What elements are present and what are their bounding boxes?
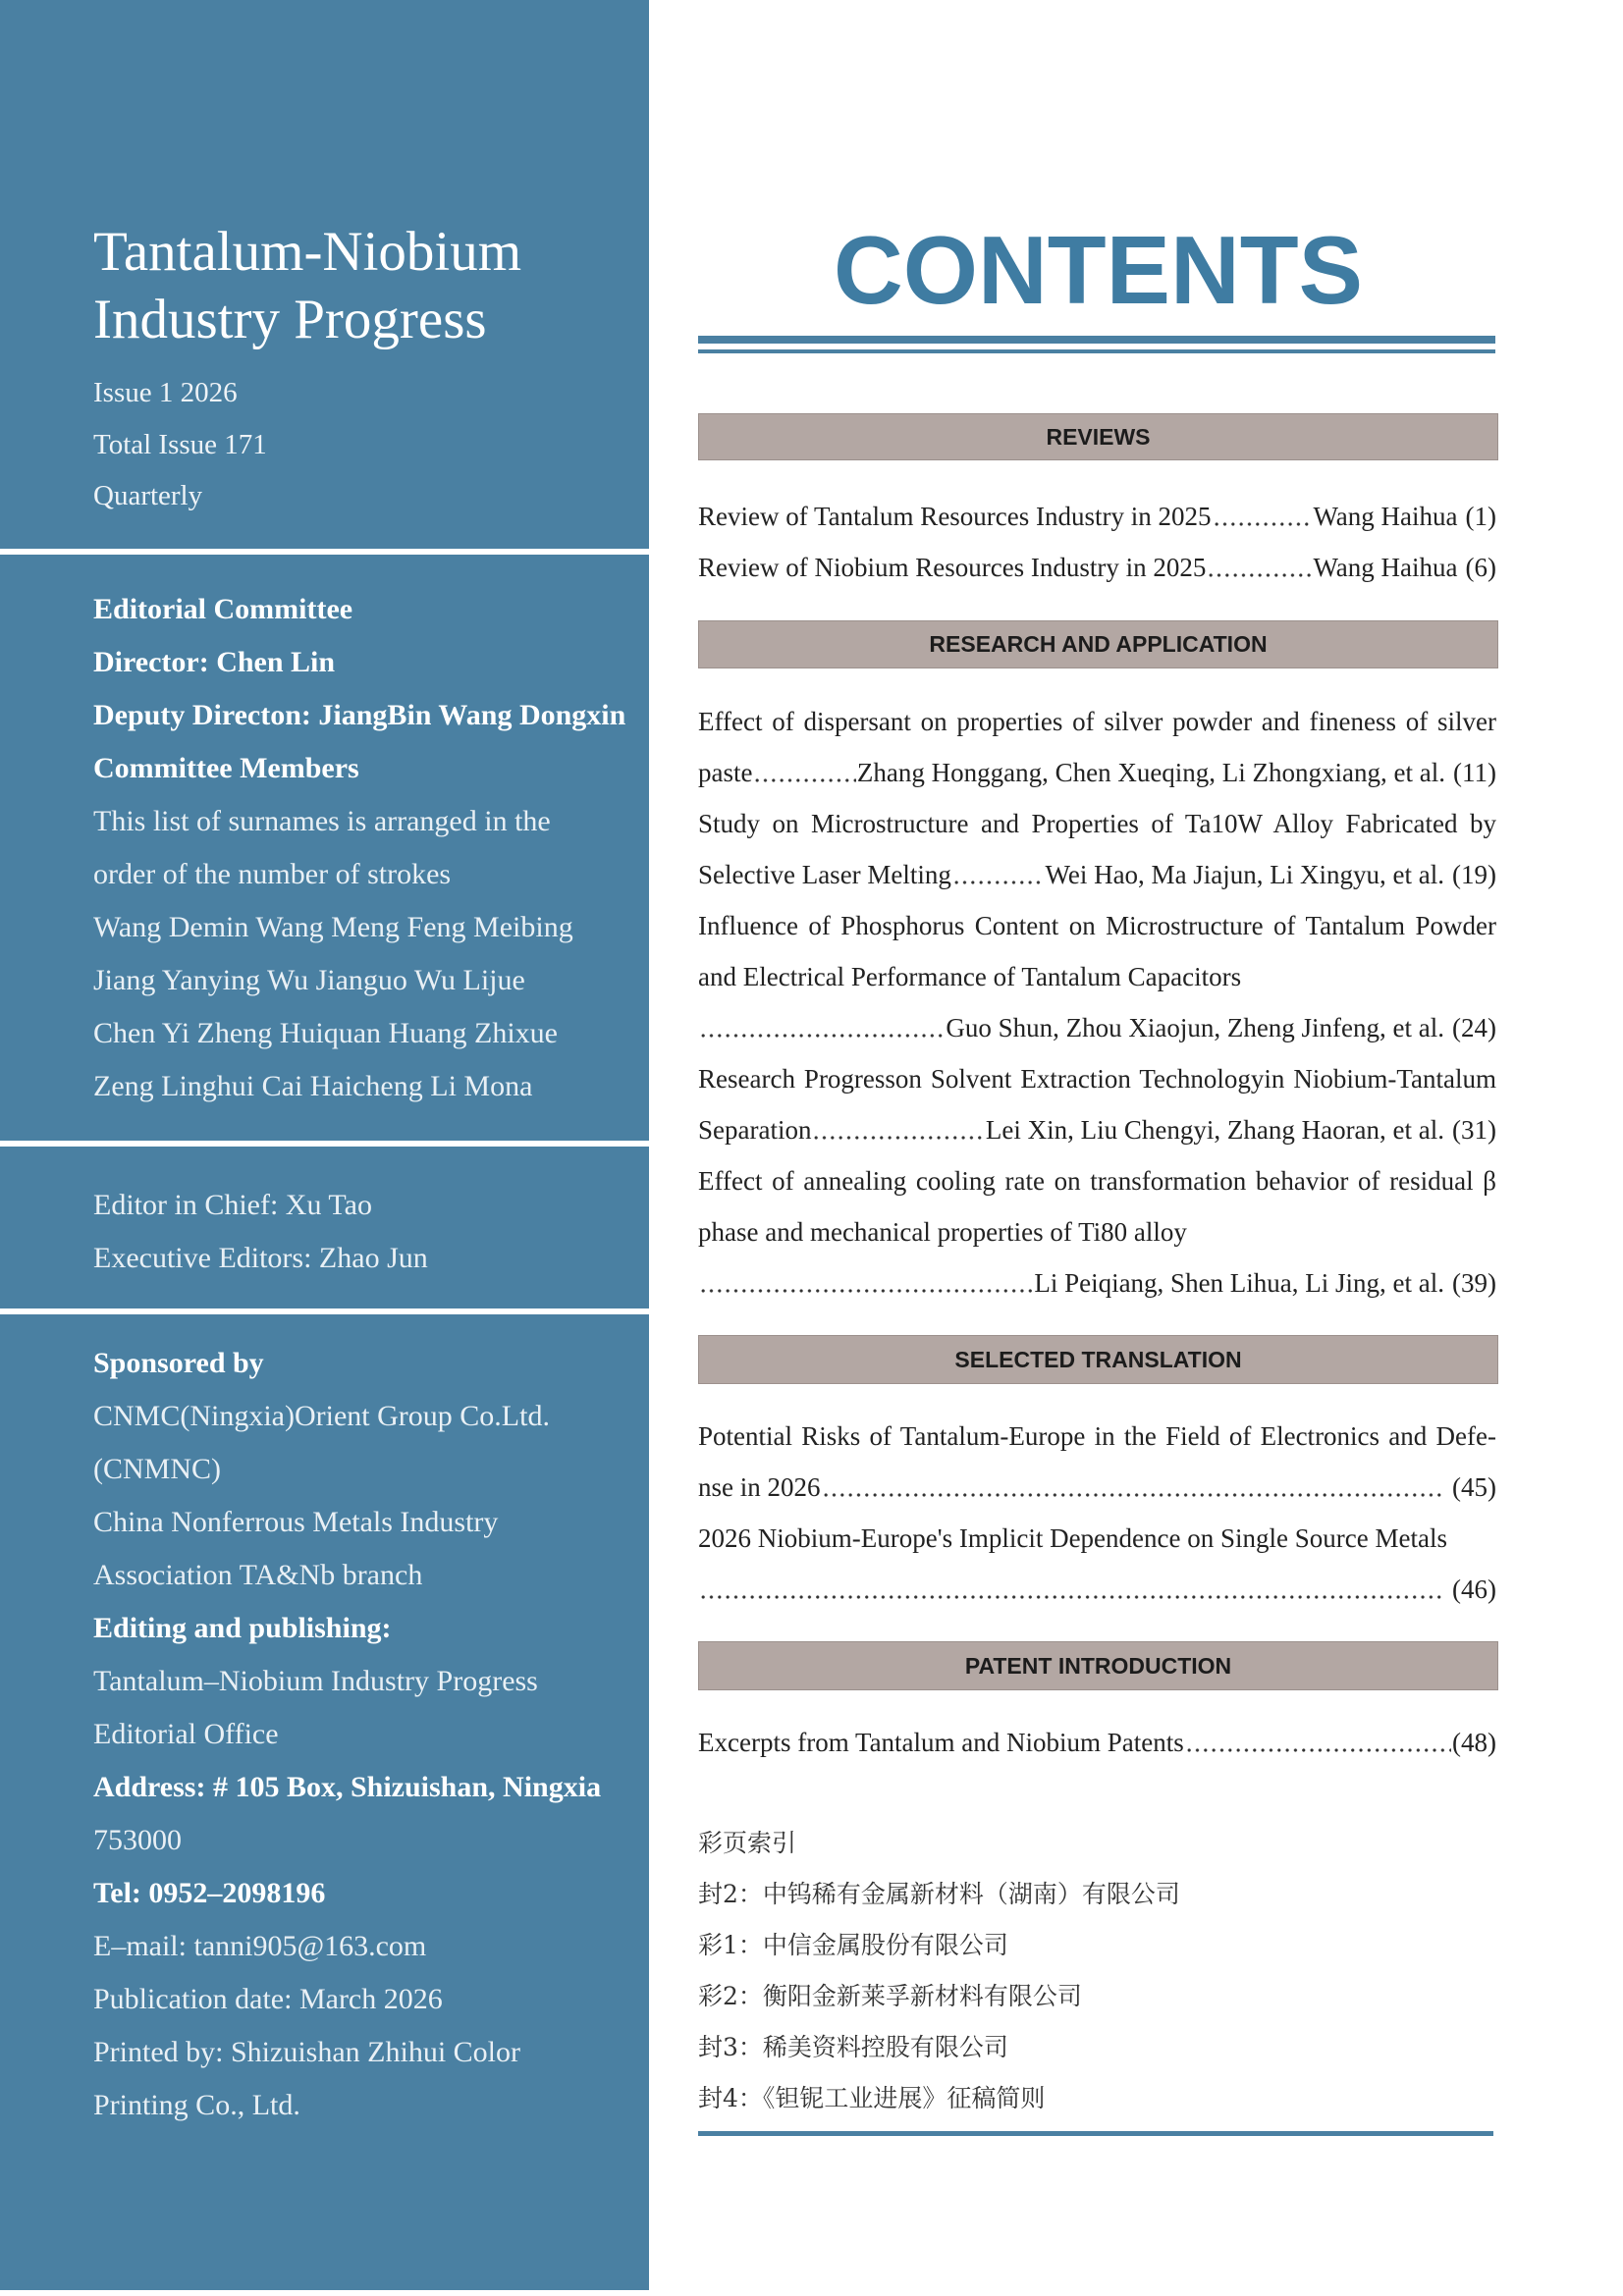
entry-page: (11) [1453,758,1496,787]
section-entries-patents [698,1717,1496,1768]
executive-editors: Executive Editors: Zhao Jun [93,1242,428,1274]
entry-title: Excerpts from Tantalum and Niobium Patents [698,1728,1184,1757]
entry-authors: Lei Xin, Liu Chengyi, Zhang Haoran, et al. [985,1115,1445,1145]
dot-leader [822,1462,1444,1513]
dot-leader [952,849,1045,900]
entry-title-line: Influence of Phosphorus Content on Microstructure of Tantalum Powder [698,911,1496,940]
contents-title: CONTENTS [834,216,1363,324]
director: Director: Chen Lin [93,646,336,678]
entry-title: Selective Laser Melting [698,860,951,889]
entry-authors: Zhang Honggang, Chen Xueqing, Li Zhongxiang, et al. [856,758,1446,787]
dot-leader [753,747,855,798]
color-page-item: 彩1：中信金属股份有限公司 [698,1931,1008,1959]
toc-entry [698,1717,1496,1768]
entry-page: (31) [1452,1115,1496,1145]
publication-info [93,1337,643,2132]
section-entries-research [698,696,1496,1308]
entry-leader-line [698,1564,1496,1615]
member-names-line: Zeng Linghui Cai Haicheng Li Mona [93,1070,533,1102]
printer-line: Printing Co., Ltd. [93,2089,300,2121]
entry-leader-line [698,849,1496,900]
entry-title: nse in 2026 [698,1472,821,1502]
toc-entry [698,900,1496,1053]
dot-leader [1207,542,1312,593]
toc-entry [698,491,1496,542]
entry-leader-line [698,1462,1496,1513]
editing-heading: Editing and publishing: [93,1612,392,1644]
members-heading: Committee Members [93,752,359,784]
section-entries-translation [698,1411,1496,1615]
editing-line: Tantalum–Niobium Industry Progress [93,1665,538,1697]
entry-title-line: 2026 Niobium-Europe's Implicit Dependence on Single Source Metals [698,1523,1447,1553]
journal-title-line: Industry Progress [93,289,487,350]
entry-title-line: Effect of annealing cooling rate on transformation behavior of residual β [698,1166,1496,1196]
panel-divider [0,1141,649,1147]
dot-leader [699,1002,945,1053]
dot-leader [812,1104,984,1155]
editors [93,1179,643,1285]
panel-divider [0,1308,649,1314]
entry-title-line: Potential Risks of Tantalum-Europe in the Field of Electronics and Defe- [698,1421,1496,1451]
section-entries-reviews [698,491,1496,593]
toc-entry [698,1155,1496,1308]
section-header-reviews: REVIEWS [698,413,1498,460]
entry-title-line: phase and mechanical properties of Ti80 alloy [698,1217,1187,1247]
section-header-translation: SELECTED TRANSLATION [698,1335,1498,1384]
entry-authors: Li Peiqiang, Shen Lihua, Li Jing, et al. [1034,1268,1445,1298]
entry-authors: Wang Haihua [1313,502,1458,531]
telephone: Tel: 0952–2098196 [93,1877,326,1909]
title-rule-thin [698,349,1495,353]
editor-in-chief: Editor in Chief: Xu Tao [93,1189,372,1221]
editing-line: Editorial Office [93,1718,279,1750]
color-page-index [698,1818,1496,2124]
toc-entry [698,1513,1496,1615]
entry-title-line: Effect of dispersant on properties of silver powder and fineness of silver [698,707,1496,736]
sponsor-line: CNMC(Ningxia)Orient Group Co.Ltd. [93,1400,550,1432]
printer-line: Printed by: Shizuishan Zhihui Color [93,2036,520,2068]
entry-authors: Guo Shun, Zhou Xiaojun, Zheng Jinfeng, et al. [946,1013,1445,1042]
sponsored-heading: Sponsored by [93,1347,264,1379]
entry-page: (39) [1452,1268,1496,1298]
issue-info [93,367,267,522]
entry-page: (1) [1465,502,1496,531]
entry-title-line: and Electrical Performance of Tantalum Capacitors [698,962,1242,991]
editorial-committee [93,583,643,1113]
publication-date: Publication date: March 2026 [93,1983,443,2015]
entry-authors: Wei Hao, Ma Jiajun, Li Xingyu, et al. [1045,860,1445,889]
entry-leader-line [698,1002,1496,1053]
dot-leader [699,1257,1033,1308]
committee-heading: Editorial Committee [93,593,353,625]
color-page-item: 彩2：衡阳金新莱孚新材料有限公司 [698,1982,1082,2010]
entry-title: Separation [698,1115,812,1145]
masthead-panel [0,0,649,2290]
entry-leader-line [698,491,1496,542]
publication-frequency: Quarterly [93,480,203,511]
toc-entry [698,696,1496,798]
color-page-item: 封2：中钨稀有金属新材料（湖南）有限公司 [698,1880,1180,1908]
dot-leader [1213,491,1313,542]
toc-entry [698,542,1496,593]
entry-page: (6) [1465,553,1496,582]
color-page-item: 封4：《钽铌工业进展》征稿简则 [698,2084,1046,2112]
sponsor-line: China Nonferrous Metals Industry [93,1506,499,1538]
entry-authors: Wang Haihua [1313,553,1458,582]
entry-page: (24) [1452,1013,1496,1042]
section-header-research: RESEARCH AND APPLICATION [698,620,1498,668]
entry-title-line: Research Progresson Solvent Extraction Technologyin Niobium-Tantalum [698,1064,1496,1094]
dot-leader [699,1564,1443,1615]
entry-page: (19) [1452,860,1496,889]
deputy-director: Deputy Directon: JiangBin Wang Dongxin [93,699,626,731]
total-issue: Total Issue 171 [93,428,267,460]
toc-entry [698,1411,1496,1513]
entry-leader-line [698,542,1496,593]
issue-number: Issue 1 2026 [93,377,238,408]
member-names-line: Wang Demin Wang Meng Feng Meibing [93,911,573,943]
journal-title-line: Tantalum-Niobium [93,221,522,283]
color-page-item: 封3：稀美资料控股有限公司 [698,2033,1008,2061]
entry-title-line: Study on Microstructure and Properties of Ta10W Alloy Fabricated by [698,809,1496,838]
panel-divider [0,549,649,555]
entry-leader-line [698,1717,1496,1768]
dot-leader [1185,1717,1451,1768]
title-rule-thick [698,336,1495,344]
section-header-patents: PATENT INTRODUCTION [698,1641,1498,1690]
email: E–mail: tanni905@163.com [93,1930,427,1962]
entry-page: (45) [1452,1472,1496,1502]
entry-leader-line [698,747,1496,798]
entry-title: Review of Tantalum Resources Industry in 2025 [698,502,1212,531]
sponsor-line: (CNMNC) [93,1453,222,1485]
sponsor-line: Association TA&Nb branch [93,1559,423,1591]
members-note-line: This list of surnames is arranged in the [93,805,551,837]
entry-leader-line [698,1257,1496,1308]
member-names-line: Jiang Yanying Wu Jianguo Wu Lijue [93,964,525,996]
toc-entry [698,1053,1496,1155]
entry-page: (48) [1452,1728,1496,1757]
color-page-heading: 彩页索引 [698,1829,797,1857]
entry-page: (46) [1452,1575,1496,1604]
entry-title: Review of Niobium Resources Industry in 2025 [698,553,1207,582]
entry-leader-line [698,1104,1496,1155]
entry-title: paste [698,758,753,787]
postcode: 753000 [93,1824,182,1856]
address: Address: # 105 Box, Shizuishan, Ningxia [93,1771,602,1803]
member-names-line: Chen Yi Zheng Huiquan Huang Zhixue [93,1017,558,1049]
members-note-line: order of the number of strokes [93,858,452,890]
bottom-rule [698,2131,1493,2136]
toc-entry [698,798,1496,900]
journal-title [93,218,521,353]
